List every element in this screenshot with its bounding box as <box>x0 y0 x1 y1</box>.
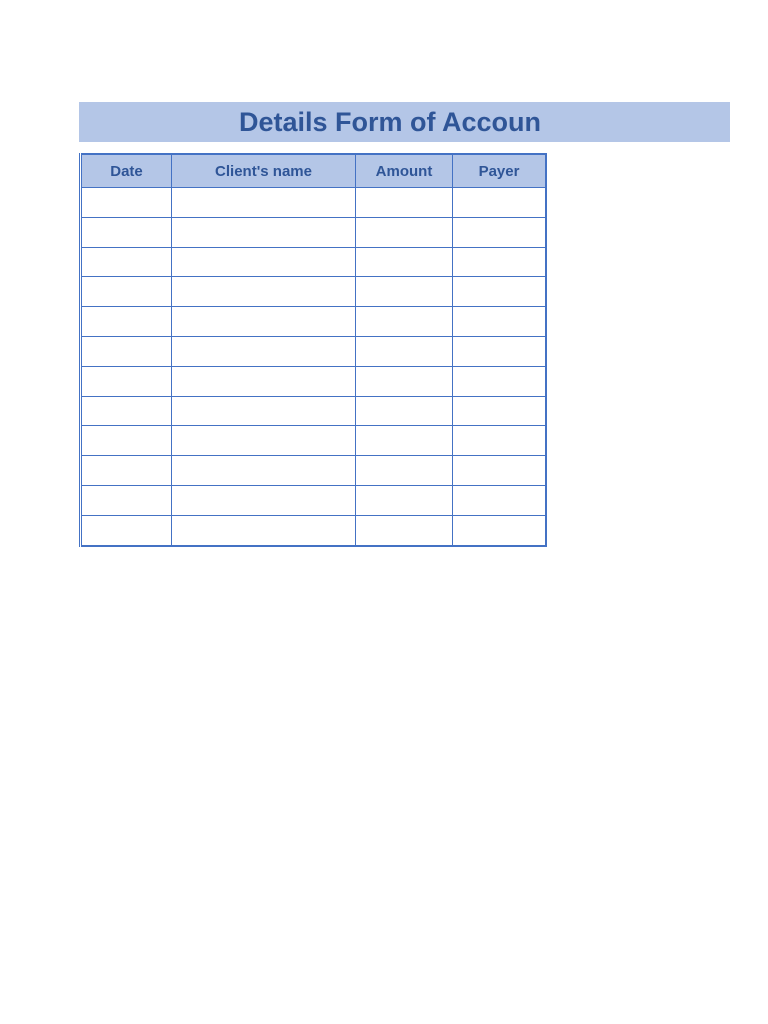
table-row <box>81 217 547 247</box>
table-row <box>81 366 547 396</box>
cell-date[interactable] <box>81 307 172 337</box>
cell-date[interactable] <box>81 188 172 218</box>
cell-date[interactable] <box>81 456 172 486</box>
cell-payer[interactable] <box>453 426 547 456</box>
cell-client-name[interactable] <box>172 515 356 545</box>
table-row <box>81 426 547 456</box>
cell-payer[interactable] <box>453 396 547 426</box>
cell-amount[interactable] <box>356 426 453 456</box>
cell-client-name[interactable] <box>172 456 356 486</box>
cell-payer[interactable] <box>453 456 547 486</box>
cell-client-name[interactable] <box>172 277 356 307</box>
cell-payer[interactable] <box>453 188 547 218</box>
header-payer: Payer <box>453 154 547 188</box>
cell-date[interactable] <box>81 515 172 545</box>
cell-client-name[interactable] <box>172 366 356 396</box>
cell-payer[interactable] <box>453 217 547 247</box>
cell-amount[interactable] <box>356 217 453 247</box>
table-header-row <box>81 154 547 188</box>
cell-client-name[interactable] <box>172 188 356 218</box>
table-row <box>81 277 547 307</box>
table-row <box>81 247 547 277</box>
cell-payer[interactable] <box>453 247 547 277</box>
cell-payer[interactable] <box>453 485 547 515</box>
table-row <box>81 456 547 486</box>
cell-amount[interactable] <box>356 307 453 337</box>
cell-client-name[interactable] <box>172 217 356 247</box>
cell-amount[interactable] <box>356 247 453 277</box>
cell-date[interactable] <box>81 247 172 277</box>
cell-client-name[interactable] <box>172 426 356 456</box>
table-row <box>81 396 547 426</box>
cell-client-name[interactable] <box>172 247 356 277</box>
table-row <box>81 515 547 545</box>
cell-amount[interactable] <box>356 366 453 396</box>
cell-date[interactable] <box>81 277 172 307</box>
cell-date[interactable] <box>81 426 172 456</box>
cell-date[interactable] <box>81 485 172 515</box>
cell-client-name[interactable] <box>172 307 356 337</box>
account-details-table <box>79 153 547 547</box>
cell-amount[interactable] <box>356 336 453 366</box>
table-row <box>81 188 547 218</box>
header-date: Date <box>81 154 172 188</box>
cell-payer[interactable] <box>453 515 547 545</box>
table-row <box>81 307 547 337</box>
cell-payer[interactable] <box>453 307 547 337</box>
title-banner <box>79 102 730 142</box>
cell-payer[interactable] <box>453 277 547 307</box>
table-row <box>81 336 547 366</box>
cell-client-name[interactable] <box>172 396 356 426</box>
table-row <box>81 485 547 515</box>
cell-date[interactable] <box>81 336 172 366</box>
cell-date[interactable] <box>81 366 172 396</box>
cell-date[interactable] <box>81 396 172 426</box>
cell-date[interactable] <box>81 217 172 247</box>
cell-client-name[interactable] <box>172 485 356 515</box>
header-client-name: Client's name <box>172 154 356 188</box>
cell-amount[interactable] <box>356 456 453 486</box>
header-amount: Amount <box>356 154 453 188</box>
cell-payer[interactable] <box>453 366 547 396</box>
document-title: Details Form of Accoun <box>238 107 542 137</box>
cell-amount[interactable] <box>356 485 453 515</box>
cell-amount[interactable] <box>356 396 453 426</box>
cell-payer[interactable] <box>453 336 547 366</box>
cell-amount[interactable] <box>356 188 453 218</box>
cell-amount[interactable] <box>356 277 453 307</box>
cell-client-name[interactable] <box>172 336 356 366</box>
cell-amount[interactable] <box>356 515 453 545</box>
